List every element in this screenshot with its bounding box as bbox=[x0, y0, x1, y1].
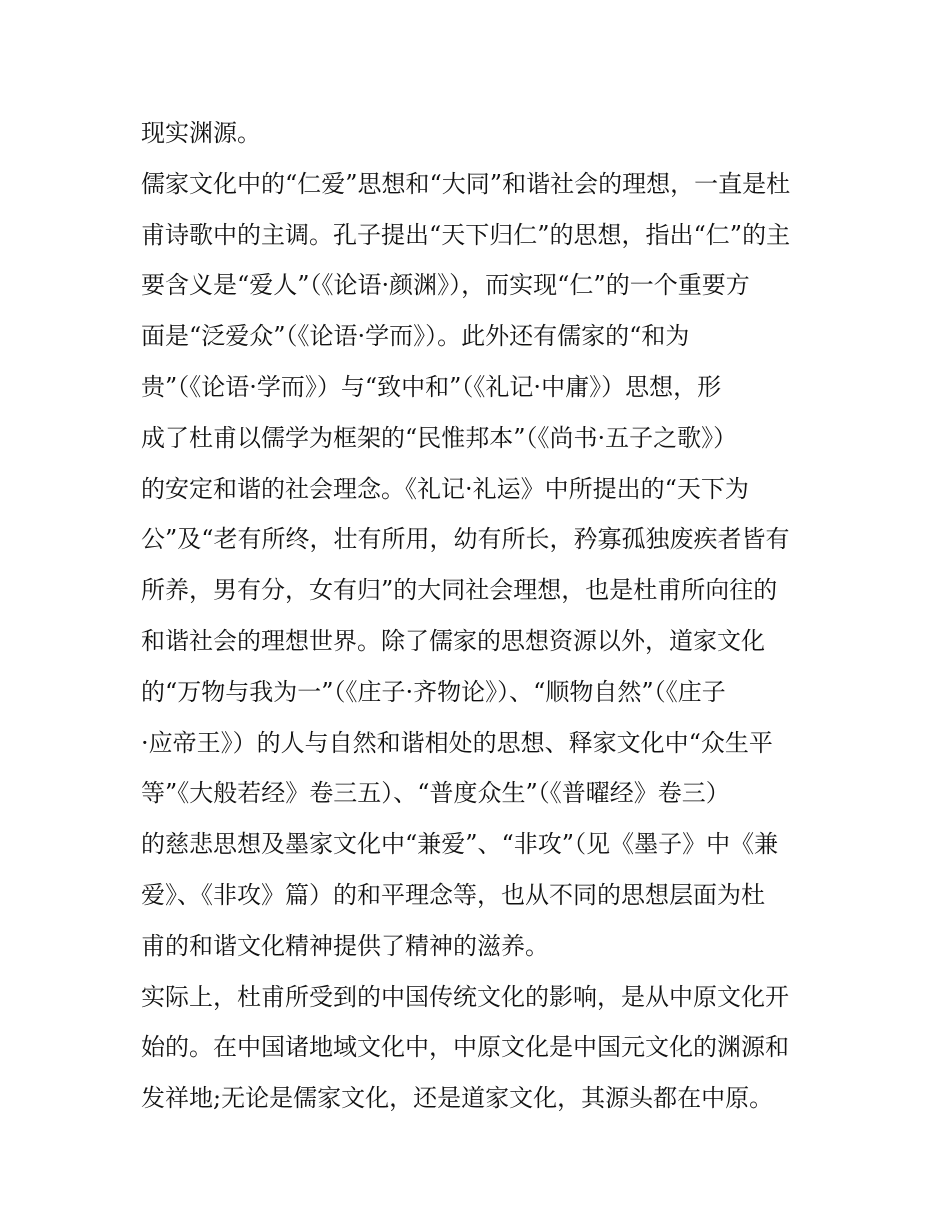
text-line: 实际上，杜甫所受到的中国传统文化的影响，是从中原文化开 bbox=[141, 982, 789, 1011]
text-line: 发祥地;无论是儒家文化，还是道家文化，其源头都在中原。 bbox=[141, 1084, 774, 1113]
text-line: 面是“泛爱众”（《论语·学而》）。此外还有儒家的“和为 bbox=[141, 322, 690, 351]
text-line: 成了杜甫以儒学为框架的“民惟邦本”（《尚书·五子之歌》） bbox=[141, 423, 738, 452]
text-line: 等”《大般若经》卷三五）、“普度众生”（《普曜经》卷三） bbox=[141, 779, 730, 808]
text-line: 儒家文化中的“仁爱”思想和“大同”和谐社会的理想，一直是杜 bbox=[141, 169, 791, 198]
text-line: 现实渊源。 bbox=[141, 119, 261, 147]
text-line: 甫的和谐文化精神提供了精神的滋养。 bbox=[141, 931, 549, 960]
text-line: 爱》、《非攻》篇）的和平理念等，也从不同的思想层面为杜 bbox=[141, 880, 765, 909]
text-line: 的慈悲思想及墨家文化中“兼爱”、“非攻”（见《墨子》中《兼 bbox=[141, 830, 779, 859]
text-line: 贵”（《论语·学而》）与“致中和”（《礼记·中庸》）思想，形 bbox=[141, 372, 722, 401]
text-line: 始的。在中国诸地域文化中，中原文化是中国元文化的渊源和 bbox=[141, 1033, 789, 1062]
text-line: 要含义是“爱人”（《论语·颜渊》），而实现“仁”的一个重要方 bbox=[141, 271, 750, 300]
text-line: 的“万物与我为一”（《庄子·齐物论》）、“顺物自然”（《庄子 bbox=[141, 677, 726, 706]
text-line: 甫诗歌中的主调。孔子提出“天下归仁”的思想，指出“仁”的主 bbox=[141, 220, 791, 249]
text-line: 所养，男有分，女有归”的大同社会理想，也是杜甫所向往的 bbox=[141, 576, 778, 605]
body-text bbox=[141, 108, 821, 1124]
text-line: ·应帝王》）的人与自然和谐相处的思想、释家文化中“众生平 bbox=[141, 728, 773, 757]
text-line: 的安定和谐的社会理念。《礼记·礼运》中所提出的“天下为 bbox=[141, 474, 749, 503]
text-line: 公”及“老有所终，壮有所用，幼有所长，矜寡孤独废疾者皆有 bbox=[141, 525, 790, 554]
text-line: 和谐社会的理想世界。除了儒家的思想资源以外，道家文化 bbox=[141, 626, 765, 655]
